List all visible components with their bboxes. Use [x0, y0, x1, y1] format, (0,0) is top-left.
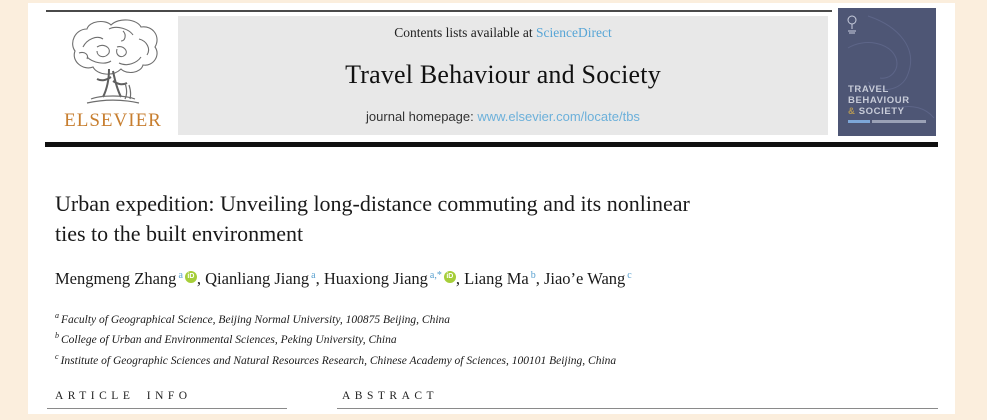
cover-title-line1: TRAVEL — [848, 84, 889, 95]
affiliation-text: Faculty of Geographical Science, Beijing Normal University, 100875 Beijing, China — [61, 313, 451, 326]
author-name: Qianliang Jiang — [205, 269, 310, 288]
cover-title — [848, 84, 910, 117]
header-top-rule — [46, 10, 832, 12]
article-title-line2: ties to the built environment — [55, 221, 304, 246]
journal-cover-thumbnail[interactable] — [838, 8, 936, 136]
homepage-prefix: journal homepage: — [366, 109, 478, 124]
cover-footer-bar-gray — [872, 120, 926, 123]
affiliation-line — [55, 328, 616, 348]
article-title-line1: Urban expedition: Unveiling long-distance commuting and its nonlinear — [55, 191, 690, 216]
affiliation-text: Institute of Geographic Sciences and Natural Resources Research, Chinese Academy of Sciences, 100101 Beijing, China — [60, 354, 617, 367]
contents-line — [394, 25, 611, 41]
author-separator: , — [196, 269, 206, 288]
journal-title: Travel Behaviour and Society — [345, 60, 661, 89]
author — [324, 269, 464, 288]
header-thick-rule — [45, 142, 938, 147]
cover-title-line2: BEHAVIOUR — [848, 95, 910, 106]
orcid-icon[interactable]: iD — [185, 271, 197, 283]
author-affiliation-sup: b — [530, 269, 536, 281]
author-name: Liang Ma — [464, 269, 529, 288]
affiliation-line — [55, 308, 616, 328]
article-page — [28, 3, 955, 414]
author — [544, 269, 632, 288]
author — [55, 269, 205, 288]
elsevier-logo-text: ELSEVIER — [64, 110, 162, 131]
affiliation-list — [55, 308, 616, 369]
author-affiliation-sup: a,* — [429, 269, 442, 281]
affiliation-sup: c — [55, 351, 59, 361]
affiliation-line — [55, 349, 616, 369]
elsevier-logo[interactable] — [52, 17, 174, 137]
author-separator: , — [535, 269, 544, 288]
affiliation-text: College of Urban and Environmental Sciences, Peking University, China — [61, 334, 397, 347]
author-affiliation-sup: c — [627, 269, 632, 281]
cover-footer-bar-blue — [848, 120, 870, 123]
abstract-heading: ABSTRACT — [342, 390, 439, 402]
author-name: Jiao’e Wang — [543, 269, 626, 288]
cover-title-line3 — [848, 106, 910, 117]
article-info-heading: ARTICLE INFO — [55, 390, 192, 402]
affiliation-sup: b — [55, 331, 59, 341]
homepage-line — [366, 109, 640, 124]
homepage-link[interactable]: www.elsevier.com/locate/tbs — [477, 109, 640, 124]
author-separator: , — [315, 269, 324, 288]
affiliation-sup: a — [55, 311, 59, 320]
author-affiliation-sup: a — [311, 269, 316, 281]
elsevier-tree-icon — [61, 17, 165, 109]
author-list — [55, 269, 632, 289]
author-name: Mengmeng Zhang — [55, 269, 177, 288]
author-affiliation-sup: a — [178, 269, 183, 281]
cover-ampersand: & — [848, 106, 856, 117]
orcid-icon[interactable]: iD — [444, 271, 456, 283]
author — [205, 269, 324, 288]
journal-banner — [178, 16, 828, 135]
contents-prefix: Contents lists available at — [394, 25, 536, 40]
author — [464, 269, 544, 288]
cover-footer-text-decoration — [848, 120, 926, 123]
sciencedirect-link[interactable]: ScienceDirect — [536, 25, 612, 40]
author-name: Huaxiong Jiang — [323, 269, 428, 288]
cover-emblem-icon — [845, 14, 859, 34]
article-title — [55, 189, 690, 249]
author-separator: , — [455, 269, 465, 288]
cover-society: SOCIETY — [855, 106, 905, 117]
abstract-rule — [337, 408, 938, 409]
article-info-rule — [47, 408, 287, 409]
